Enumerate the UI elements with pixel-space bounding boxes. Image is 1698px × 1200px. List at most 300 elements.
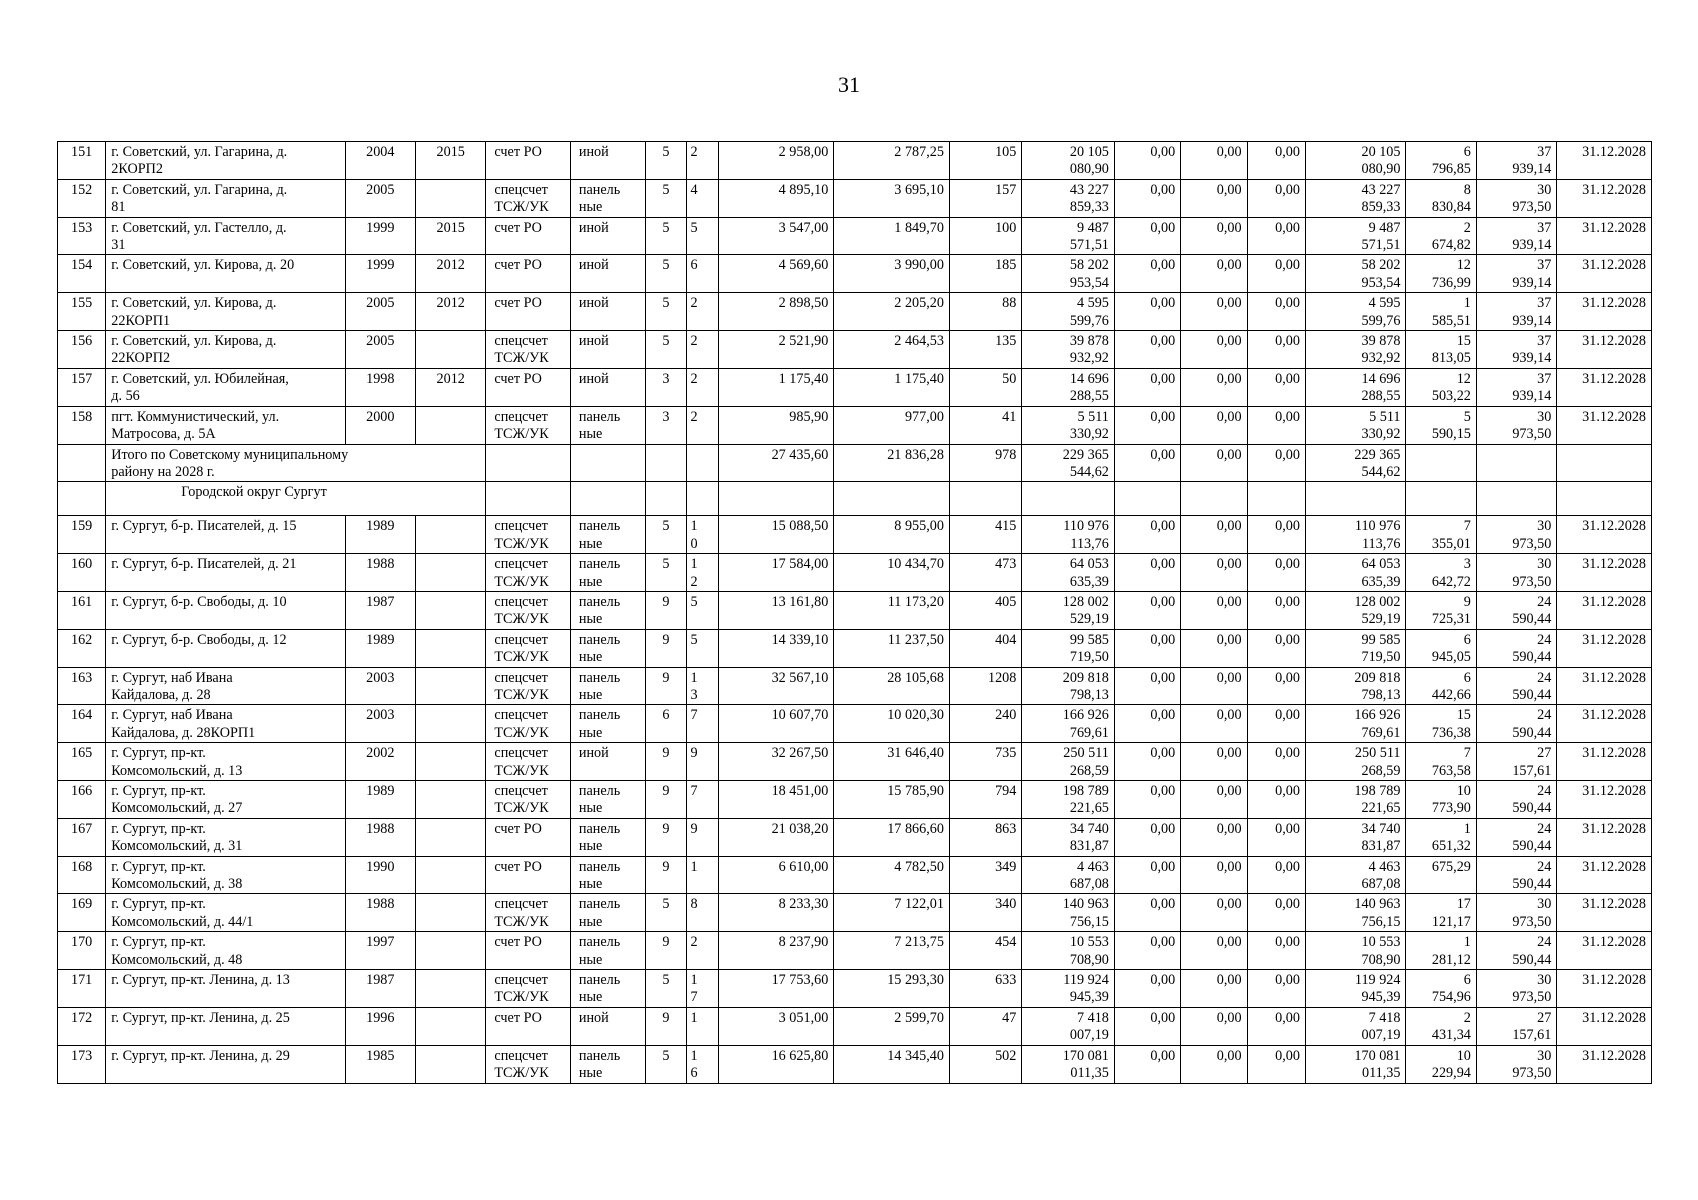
cell-year-built: 1998 [345, 368, 415, 406]
cell-living-area: 1 175,40 [834, 368, 950, 406]
cell-unit-cost-limit: 24 590,44 [1476, 629, 1556, 667]
cell-unit-cost: 9 725,31 [1406, 591, 1476, 629]
cell-unit-cost-limit: 24 590,44 [1476, 781, 1556, 819]
cell-total-area: 985,90 [718, 406, 834, 444]
cell-residents: 794 [949, 781, 1021, 819]
cell-owners-cost: 5 511 330,92 [1305, 406, 1406, 444]
cell-entrances: 2 [686, 368, 718, 406]
cell-year-renovated [416, 591, 486, 629]
cell-empty [1557, 444, 1652, 482]
cell-address: г. Сургут, пр-кт. Комсомольский, д. 31 [106, 818, 345, 856]
cell-living-area: 1 849,70 [834, 217, 950, 255]
cell-account-type: счет РО [486, 255, 570, 293]
cell-unit-cost-limit: 30 973,50 [1476, 179, 1556, 217]
cell-residents: 454 [949, 932, 1021, 970]
cell-fund-cost: 0,00 [1114, 179, 1180, 217]
table-row [58, 1007, 1652, 1045]
cell-empty [1476, 444, 1556, 482]
cell-wall-material: панель ные [570, 970, 645, 1008]
cell-completion-date: 31.12.2028 [1557, 554, 1652, 592]
cell-total-cost: 250 511 268,59 [1022, 743, 1115, 781]
table-row [58, 255, 1652, 293]
cell-year-renovated [416, 970, 486, 1008]
cell-address: г. Советский, ул. Гагарина, д. 81 [106, 179, 345, 217]
cell-unit-cost-limit: 37 939,14 [1476, 142, 1556, 180]
cell-entrances: 1 7 [686, 970, 718, 1008]
cell-wall-material: панель ные [570, 179, 645, 217]
page-number: 31 [838, 72, 860, 97]
cell-living-area: 15 785,90 [834, 781, 950, 819]
cell-regional-cost: 0,00 [1181, 856, 1247, 894]
cell-unit-cost-limit: 37 939,14 [1476, 217, 1556, 255]
cell-total-cost: 110 976 113,76 [1022, 516, 1115, 554]
cell-local-cost: 0,00 [1247, 368, 1305, 406]
cell-regional-cost: 0,00 [1181, 331, 1247, 369]
cell-living-area: 7 122,01 [834, 894, 950, 932]
cell-year-renovated: 2012 [416, 368, 486, 406]
cell-account-type: спецсчет ТСЖ/УК [486, 516, 570, 554]
cell-completion-date: 31.12.2028 [1557, 406, 1652, 444]
cell-regional-cost: 0,00 [1181, 894, 1247, 932]
cell-account-type: спецсчет ТСЖ/УК [486, 554, 570, 592]
cell-fund-cost: 0,00 [1114, 368, 1180, 406]
cell-unit-cost: 675,29 [1406, 856, 1476, 894]
housing-register-table [57, 141, 1652, 1084]
cell-row-number: 153 [58, 217, 106, 255]
cell-unit-cost-limit: 37 939,14 [1476, 293, 1556, 331]
cell-address: г. Сургут, пр-кт. Ленина, д. 13 [106, 970, 345, 1008]
cell-local-cost: 0,00 [1247, 516, 1305, 554]
cell-year-built: 2005 [345, 293, 415, 331]
cell-entrances: 9 [686, 818, 718, 856]
cell-floors: 3 [646, 368, 686, 406]
cell-completion-date: 31.12.2028 [1557, 217, 1652, 255]
cell-entrances: 1 3 [686, 667, 718, 705]
table-row [58, 554, 1652, 592]
cell-total-area: 3 547,00 [718, 217, 834, 255]
cell-unit-cost: 6 754,96 [1406, 970, 1476, 1008]
cell-wall-material: панель ные [570, 629, 645, 667]
cell-year-renovated [416, 743, 486, 781]
cell-fund-cost: 0,00 [1114, 293, 1180, 331]
cell-local-cost: 0,00 [1247, 331, 1305, 369]
cell-owners-cost: 166 926 769,61 [1305, 705, 1406, 743]
cell-local-cost: 0,00 [1247, 667, 1305, 705]
cell-year-built: 1989 [345, 629, 415, 667]
cell-total-area: 1 175,40 [718, 368, 834, 406]
cell-entrances: 5 [686, 629, 718, 667]
cell-unit-cost: 1 585,51 [1406, 293, 1476, 331]
cell-regional-cost: 0,00 [1181, 1045, 1247, 1083]
cell-local-cost: 0,00 [1247, 781, 1305, 819]
cell-year-renovated [416, 629, 486, 667]
cell-residents: 1208 [949, 667, 1021, 705]
cell-fund-cost: 0,00 [1114, 406, 1180, 444]
cell-regional-cost: 0,00 [1181, 932, 1247, 970]
cell-row-number: 163 [58, 667, 106, 705]
cell-completion-date: 31.12.2028 [1557, 516, 1652, 554]
cell-fund-cost: 0,00 [1114, 142, 1180, 180]
cell-account-type: спецсчет ТСЖ/УК [486, 743, 570, 781]
cell-floors: 9 [646, 1007, 686, 1045]
cell-entrances: 9 [686, 743, 718, 781]
cell-account-type: спецсчет ТСЖ/УК [486, 179, 570, 217]
table-row [58, 179, 1652, 217]
cell-row-number: 152 [58, 179, 106, 217]
cell-year-renovated: 2015 [416, 142, 486, 180]
cell-residents: 88 [949, 293, 1021, 331]
cell-row-number: 155 [58, 293, 106, 331]
cell-empty [486, 482, 570, 516]
cell-living-area: 31 646,40 [834, 743, 950, 781]
cell-wall-material: панель ные [570, 932, 645, 970]
cell-unit-cost-limit: 27 157,61 [1476, 1007, 1556, 1045]
cell-total-area: 14 339,10 [718, 629, 834, 667]
cell-regional-cost: 0,00 [1181, 142, 1247, 180]
cell-regional-cost: 0,00 [1181, 970, 1247, 1008]
table-row [58, 142, 1652, 180]
cell-address: г. Советский, ул. Гастелло, д. 31 [106, 217, 345, 255]
cell-owners-cost: 128 002 529,19 [1305, 591, 1406, 629]
cell-local-cost: 0,00 [1247, 406, 1305, 444]
cell-row-number: 168 [58, 856, 106, 894]
table-row [58, 743, 1652, 781]
cell-total-area: 13 161,80 [718, 591, 834, 629]
table-row [58, 406, 1652, 444]
cell-address: г. Сургут, б-р. Свободы, д. 12 [106, 629, 345, 667]
cell-year-built: 1988 [345, 554, 415, 592]
cell-address: г. Советский, ул. Гагарина, д. 2КОРП2 [106, 142, 345, 180]
cell-residents: 405 [949, 591, 1021, 629]
cell-total-area: 18 451,00 [718, 781, 834, 819]
cell-total-area: 17 753,60 [718, 970, 834, 1008]
cell-residents: 863 [949, 818, 1021, 856]
cell-fund-cost: 0,00 [1114, 932, 1180, 970]
cell-living-area: 4 782,50 [834, 856, 950, 894]
cell-completion-date: 31.12.2028 [1557, 1007, 1652, 1045]
cell-floors: 9 [646, 667, 686, 705]
cell-entrances: 1 6 [686, 1045, 718, 1083]
cell-owners-cost: 4 595 599,76 [1305, 293, 1406, 331]
cell-wall-material: иной [570, 743, 645, 781]
cell-completion-date: 31.12.2028 [1557, 856, 1652, 894]
total-c3: 0,00 [1181, 444, 1247, 482]
table-row [58, 781, 1652, 819]
cell-address: пгт. Коммунистический, ул. Матросова, д. 5А [106, 406, 345, 444]
total-label: Итого по Советскому муниципальному району на 2028 г. [106, 444, 486, 482]
cell-fund-cost: 0,00 [1114, 970, 1180, 1008]
table-row [58, 591, 1652, 629]
cell-regional-cost: 0,00 [1181, 516, 1247, 554]
cell-completion-date: 31.12.2028 [1557, 667, 1652, 705]
cell-year-renovated [416, 705, 486, 743]
cell-entrances: 7 [686, 781, 718, 819]
cell-completion-date: 31.12.2028 [1557, 970, 1652, 1008]
cell-owners-cost: 9 487 571,51 [1305, 217, 1406, 255]
cell-unit-cost: 17 121,17 [1406, 894, 1476, 932]
cell-wall-material: панель ные [570, 406, 645, 444]
cell-completion-date: 31.12.2028 [1557, 743, 1652, 781]
cell-entrances: 1 2 [686, 554, 718, 592]
cell-floors: 5 [646, 970, 686, 1008]
cell-wall-material: панель ные [570, 554, 645, 592]
cell-unit-cost: 3 642,72 [1406, 554, 1476, 592]
cell-residents: 415 [949, 516, 1021, 554]
cell-living-area: 3 990,00 [834, 255, 950, 293]
cell-empty [1247, 482, 1305, 516]
table-row [58, 667, 1652, 705]
cell-unit-cost: 6 945,05 [1406, 629, 1476, 667]
table-row [58, 629, 1652, 667]
cell-unit-cost-limit: 30 973,50 [1476, 1045, 1556, 1083]
cell-completion-date: 31.12.2028 [1557, 255, 1652, 293]
cell-wall-material: панель ные [570, 591, 645, 629]
cell-address: г. Советский, ул. Кирова, д. 22КОРП1 [106, 293, 345, 331]
cell-unit-cost: 15 813,05 [1406, 331, 1476, 369]
cell-total-cost: 128 002 529,19 [1022, 591, 1115, 629]
cell-regional-cost: 0,00 [1181, 406, 1247, 444]
cell-regional-cost: 0,00 [1181, 179, 1247, 217]
cell-empty [686, 444, 718, 482]
cell-unit-cost-limit: 27 157,61 [1476, 743, 1556, 781]
cell-completion-date: 31.12.2028 [1557, 781, 1652, 819]
cell-wall-material: панель ные [570, 781, 645, 819]
cell-row-number: 170 [58, 932, 106, 970]
cell-local-cost: 0,00 [1247, 591, 1305, 629]
cell-row-number: 169 [58, 894, 106, 932]
cell-row-number: 167 [58, 818, 106, 856]
cell-entrances: 2 [686, 331, 718, 369]
cell-empty [1114, 482, 1180, 516]
cell-wall-material: панель ные [570, 516, 645, 554]
cell-total-area: 2 958,00 [718, 142, 834, 180]
cell-floors: 5 [646, 142, 686, 180]
cell-year-renovated [416, 781, 486, 819]
cell-owners-cost: 198 789 221,65 [1305, 781, 1406, 819]
cell-local-cost: 0,00 [1247, 743, 1305, 781]
table-row [58, 970, 1652, 1008]
cell-account-type: спецсчет ТСЖ/УК [486, 406, 570, 444]
cell-fund-cost: 0,00 [1114, 856, 1180, 894]
cell-wall-material: панель ные [570, 667, 645, 705]
cell-total-cost: 166 926 769,61 [1022, 705, 1115, 743]
cell-wall-material: иной [570, 293, 645, 331]
cell-empty [1406, 482, 1476, 516]
cell-local-cost: 0,00 [1247, 255, 1305, 293]
cell-floors: 9 [646, 781, 686, 819]
cell-total-area: 10 607,70 [718, 705, 834, 743]
cell-floors: 9 [646, 818, 686, 856]
total-a2: 21 836,28 [834, 444, 950, 482]
cell-entrances: 1 0 [686, 516, 718, 554]
table-row [58, 894, 1652, 932]
cell-wall-material: иной [570, 217, 645, 255]
cell-empty [1305, 482, 1406, 516]
cell-local-cost: 0,00 [1247, 856, 1305, 894]
cell-year-built: 1990 [345, 856, 415, 894]
cell-unit-cost: 6 442,66 [1406, 667, 1476, 705]
cell-floors: 5 [646, 179, 686, 217]
cell-total-area: 32 567,10 [718, 667, 834, 705]
cell-floors: 9 [646, 856, 686, 894]
cell-year-built: 1988 [345, 818, 415, 856]
cell-year-renovated: 2012 [416, 293, 486, 331]
cell-empty [949, 482, 1021, 516]
cell-empty [686, 482, 718, 516]
cell-empty [570, 444, 645, 482]
total-c2: 0,00 [1114, 444, 1180, 482]
cell-year-built: 1999 [345, 217, 415, 255]
cell-year-built: 1989 [345, 781, 415, 819]
cell-unit-cost: 2 431,34 [1406, 1007, 1476, 1045]
cell-year-renovated [416, 406, 486, 444]
cell-fund-cost: 0,00 [1114, 667, 1180, 705]
cell-year-built: 1989 [345, 516, 415, 554]
cell-year-built: 1997 [345, 932, 415, 970]
cell-empty [646, 482, 686, 516]
cell-local-cost: 0,00 [1247, 894, 1305, 932]
cell-row-number: 156 [58, 331, 106, 369]
cell-total-area: 4 895,10 [718, 179, 834, 217]
cell-row-number: 159 [58, 516, 106, 554]
cell-empty [1022, 482, 1115, 516]
cell-entrances: 5 [686, 217, 718, 255]
cell-total-cost: 198 789 221,65 [1022, 781, 1115, 819]
cell-total-cost: 140 963 756,15 [1022, 894, 1115, 932]
cell-entrances: 2 [686, 142, 718, 180]
cell-year-renovated [416, 1045, 486, 1083]
cell-entrances: 2 [686, 932, 718, 970]
cell-regional-cost: 0,00 [1181, 705, 1247, 743]
cell-unit-cost: 1 281,12 [1406, 932, 1476, 970]
cell-living-area: 3 695,10 [834, 179, 950, 217]
cell-account-type: спецсчет ТСЖ/УК [486, 1045, 570, 1083]
cell-residents: 240 [949, 705, 1021, 743]
cell-local-cost: 0,00 [1247, 179, 1305, 217]
cell-living-area: 11 173,20 [834, 591, 950, 629]
cell-account-type: счет РО [486, 932, 570, 970]
cell-total-area: 15 088,50 [718, 516, 834, 554]
cell-unit-cost-limit: 24 590,44 [1476, 705, 1556, 743]
cell-completion-date: 31.12.2028 [1557, 368, 1652, 406]
cell-year-built: 2002 [345, 743, 415, 781]
cell-year-built: 1987 [345, 591, 415, 629]
cell-floors: 9 [646, 932, 686, 970]
cell-empty [646, 444, 686, 482]
cell-regional-cost: 0,00 [1181, 629, 1247, 667]
cell-owners-cost: 209 818 798,13 [1305, 667, 1406, 705]
cell-account-type: спецсчет ТСЖ/УК [486, 894, 570, 932]
cell-total-cost: 20 105 080,90 [1022, 142, 1115, 180]
table-row [58, 818, 1652, 856]
cell-living-area: 977,00 [834, 406, 950, 444]
cell-entrances: 2 [686, 293, 718, 331]
cell-owners-cost: 140 963 756,15 [1305, 894, 1406, 932]
cell-owners-cost: 34 740 831,87 [1305, 818, 1406, 856]
cell-floors: 3 [646, 406, 686, 444]
cell-year-built: 1999 [345, 255, 415, 293]
cell-owners-cost: 43 227 859,33 [1305, 179, 1406, 217]
cell-unit-cost-limit: 37 939,14 [1476, 255, 1556, 293]
cell-fund-cost: 0,00 [1114, 217, 1180, 255]
cell-address: г. Сургут, наб Ивана Кайдалова, д. 28 [106, 667, 345, 705]
cell-year-renovated [416, 331, 486, 369]
cell-year-built: 2005 [345, 179, 415, 217]
cell-completion-date: 31.12.2028 [1557, 293, 1652, 331]
cell-total-area: 6 610,00 [718, 856, 834, 894]
cell-entrances: 2 [686, 406, 718, 444]
cell-regional-cost: 0,00 [1181, 743, 1247, 781]
cell-living-area: 17 866,60 [834, 818, 950, 856]
cell-unit-cost: 7 763,58 [1406, 743, 1476, 781]
total-a1: 27 435,60 [718, 444, 834, 482]
cell-total-area: 3 051,00 [718, 1007, 834, 1045]
cell-wall-material: панель ные [570, 1045, 645, 1083]
table-row [58, 217, 1652, 255]
cell-empty [1557, 482, 1652, 516]
cell-living-area: 2 205,20 [834, 293, 950, 331]
cell-year-renovated [416, 1007, 486, 1045]
cell-row-number: 166 [58, 781, 106, 819]
cell-row-number: 173 [58, 1045, 106, 1083]
table-row [58, 516, 1652, 554]
cell-floors: 5 [646, 894, 686, 932]
cell-owners-cost: 119 924 945,39 [1305, 970, 1406, 1008]
cell-regional-cost: 0,00 [1181, 818, 1247, 856]
cell-local-cost: 0,00 [1247, 629, 1305, 667]
cell-fund-cost: 0,00 [1114, 591, 1180, 629]
cell-completion-date: 31.12.2028 [1557, 591, 1652, 629]
cell-total-cost: 39 878 932,92 [1022, 331, 1115, 369]
cell-residents: 502 [949, 1045, 1021, 1083]
cell-completion-date: 31.12.2028 [1557, 331, 1652, 369]
cell-unit-cost-limit: 30 973,50 [1476, 406, 1556, 444]
cell-total-area: 32 267,50 [718, 743, 834, 781]
cell-unit-cost: 10 229,94 [1406, 1045, 1476, 1083]
cell-fund-cost: 0,00 [1114, 331, 1180, 369]
cell-address: г. Советский, ул. Кирова, д. 20 [106, 255, 345, 293]
cell-row-number: 172 [58, 1007, 106, 1045]
cell-local-cost: 0,00 [1247, 142, 1305, 180]
cell-empty [1406, 444, 1476, 482]
cell-residents: 633 [949, 970, 1021, 1008]
cell-residents: 340 [949, 894, 1021, 932]
cell-residents: 735 [949, 743, 1021, 781]
cell-unit-cost-limit: 37 939,14 [1476, 368, 1556, 406]
cell-address: г. Сургут, пр-кт. Ленина, д. 29 [106, 1045, 345, 1083]
cell-owners-cost: 99 585 719,50 [1305, 629, 1406, 667]
cell-floors: 9 [646, 629, 686, 667]
cell-row-number: 158 [58, 406, 106, 444]
cell-floors: 5 [646, 554, 686, 592]
cell-total-cost: 4 595 599,76 [1022, 293, 1115, 331]
cell-entrances: 6 [686, 255, 718, 293]
cell-year-built: 2005 [345, 331, 415, 369]
cell-entrances: 7 [686, 705, 718, 743]
cell-account-type: спецсчет ТСЖ/УК [486, 331, 570, 369]
cell-residents: 135 [949, 331, 1021, 369]
cell-unit-cost: 15 736,38 [1406, 705, 1476, 743]
cell-unit-cost-limit: 30 973,50 [1476, 554, 1556, 592]
cell-unit-cost-limit: 24 590,44 [1476, 856, 1556, 894]
cell-year-renovated [416, 554, 486, 592]
section-heading-row [58, 482, 1652, 516]
cell-local-cost: 0,00 [1247, 970, 1305, 1008]
cell-fund-cost: 0,00 [1114, 516, 1180, 554]
cell-living-area: 10 020,30 [834, 705, 950, 743]
cell-owners-cost: 4 463 687,08 [1305, 856, 1406, 894]
cell-total-area: 2 898,50 [718, 293, 834, 331]
